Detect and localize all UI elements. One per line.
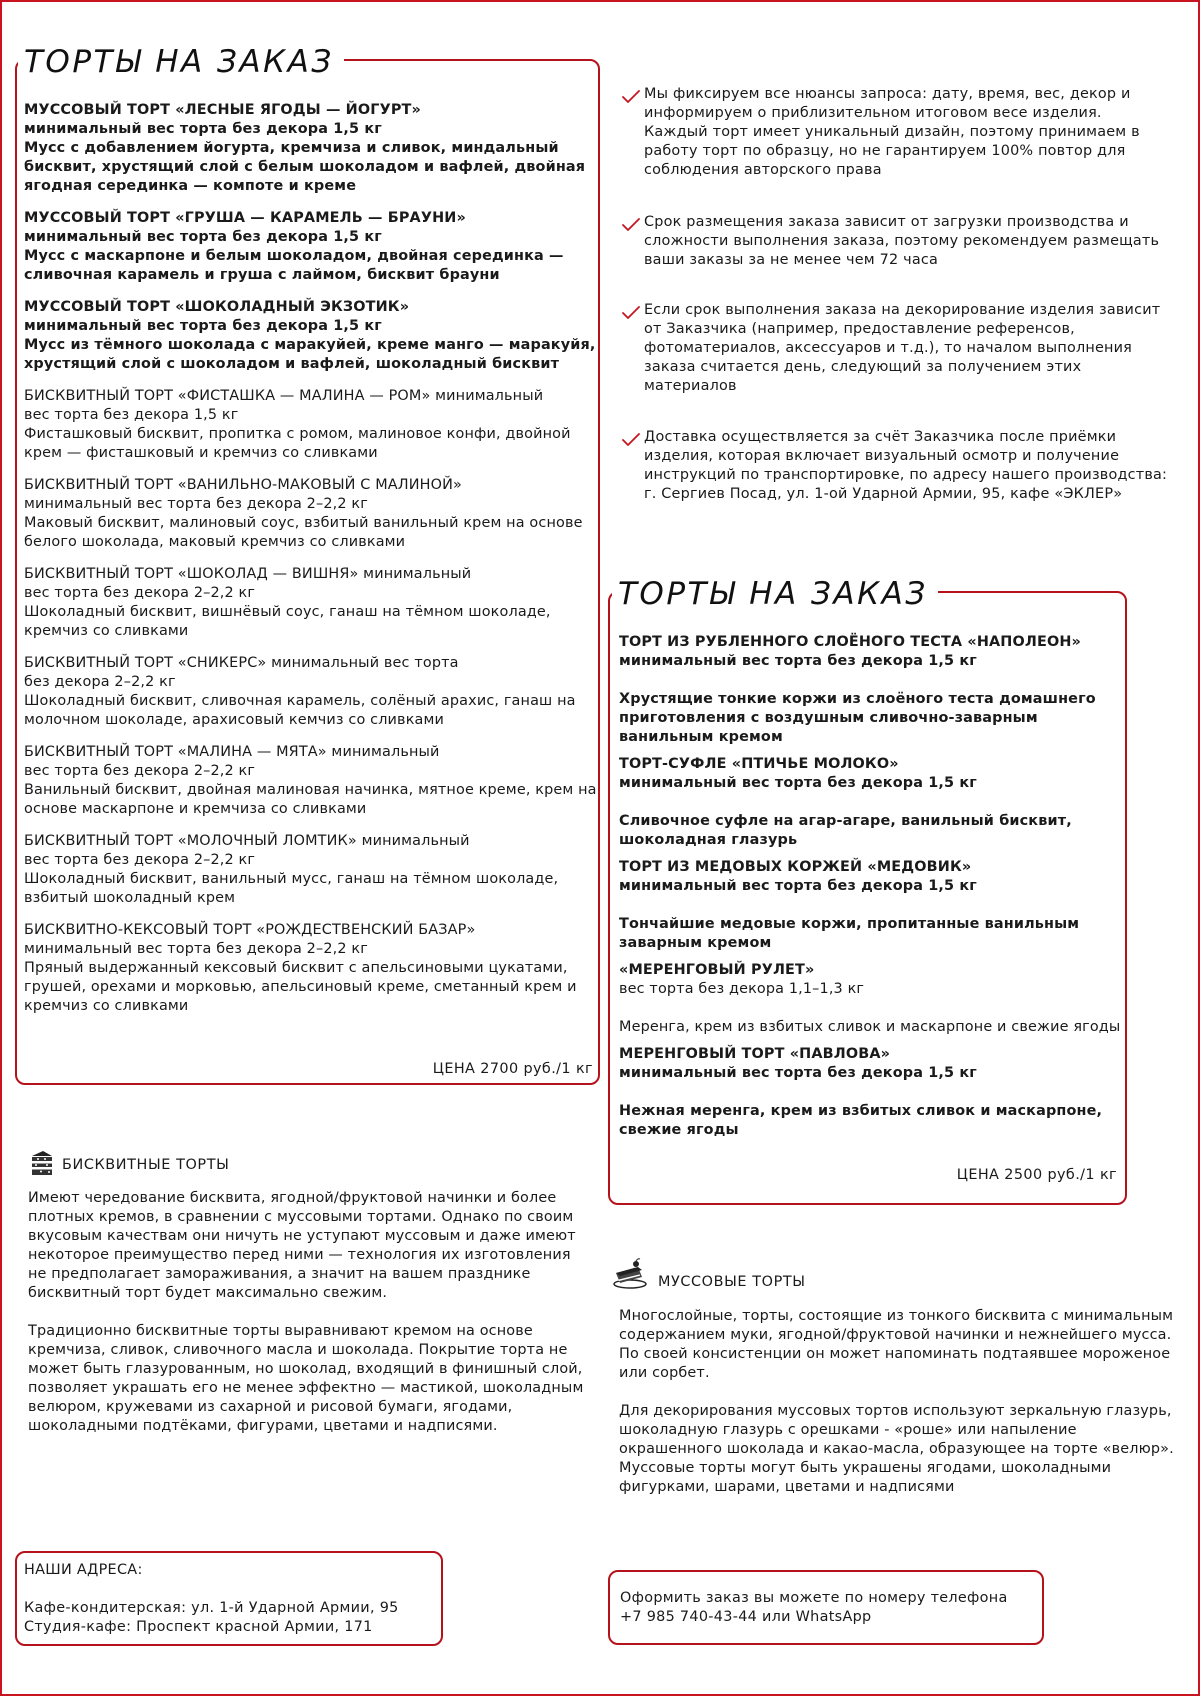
cake-item <box>24 101 599 196</box>
cake-name: ТОРТ ИЗ МЕДОВЫХ КОРЖЕЙ «МЕДОВИК» <box>619 859 972 875</box>
cake-name: МУССОВЫЙ ТОРТ «ЛЕСНЫЕ ЯГОДЫ — ЙОГУРТ» <box>24 102 421 118</box>
cake-name: БИСКВИТНЫЙ ТОРТ «ШОКОЛАД — ВИШНЯ» минимальный <box>24 566 472 582</box>
cake-name: ТОРТ-СУФЛЕ «ПТИЧЬЕ МОЛОКО» <box>619 756 899 772</box>
cake-weight: минимальный вес торта без декора 1,5 кг <box>24 229 382 245</box>
cake-item <box>24 476 599 552</box>
cake-item <box>24 565 599 641</box>
cake-description: Фисташковый бисквит, пропитка с ромом, малиновое конфи, двойной крем — фисташковый и кремчиз со сливками <box>24 426 571 461</box>
order-contact <box>620 1589 1008 1627</box>
cake-description: Мусс с добавлением йогурта, кремчиза и сливок, миндальный бисквит, хрустящий слой с белым шоколадом и вафлей, двойная ягодная серединка — компоте и креме <box>24 140 586 194</box>
cake-item <box>24 743 599 819</box>
cake-description: Хрустящие тонкие коржи из слоёного теста домашнего приготовления с воздушным сливочно-заварным ванильным кремом <box>619 691 1096 745</box>
checkmark-icon <box>622 433 640 447</box>
cake-name: БИСКВИТНЫЙ ТОРТ «МОЛОЧНЫЙ ЛОМТИК» минимальный <box>24 833 470 849</box>
cake-name: ТОРТ ИЗ РУБЛЕННОГО СЛОЁНОГО ТЕСТА «НАПОЛЕОН» <box>619 634 1081 650</box>
checkmark-icon <box>622 306 640 320</box>
cake-weight: минимальный вес торта без декора 1,5 кг <box>24 318 382 334</box>
cake-weight: минимальный вес торта без декора 1,5 кг <box>619 775 977 791</box>
cake-item <box>24 654 599 730</box>
biscuit-heading: БИСКВИТНЫЕ ТОРТЫ <box>62 1157 230 1173</box>
mousse-description <box>619 1307 1184 1516</box>
order-note: Если срок выполнения заказа на декорирование изделия зависит от Заказчика (например, предоставление референсов, фотоматериалов, аксессуаров и т.д.), то началом выполнения заказа считается день, следующий за получением этих материалов <box>644 302 1161 394</box>
cake-weight: вес торта без декора 2–2,2 кг <box>24 852 256 868</box>
cake-weight: вес торта без декора 1,5 кг <box>24 407 239 423</box>
cake-description: Шоколадный бисквит, ванильный мусс, ганаш на тёмном шоколаде, взбитый шоколадный крем <box>24 871 559 906</box>
cake-slice-icon <box>29 1148 55 1178</box>
cake-item <box>24 921 599 1016</box>
cake-description: Шоколадный бисквит, вишнёвый соус, ганаш на тёмном шоколаде, кремчиз со сливками <box>24 604 551 639</box>
cake-name: БИСКВИТНЫЙ ТОРТ «ВАНИЛЬНО-МАКОВЫЙ С МАЛИНОЙ» <box>24 477 462 493</box>
order-note: Срок размещения заказа зависит от загрузки производства и сложности выполнения заказа, поэтому рекомендуем размещать ваши заказы за не менее чем 72 часа <box>644 214 1160 268</box>
mousse-paragraph-2: Для декорирования муссовых тортов используют зеркальную глазурь, шоколадную глазурь с орешками - «роше» или напыление окрашенного шоколада и какао-масла, образующее на торте «велюр». Муссовые торты могут быть украшены ягодами, шоколадными фигурками, шарами, цветами и надписями <box>619 1403 1174 1495</box>
cake-description: Пряный выдержанный кексовый бисквит с апельсиновыми цукатами, грушей, орехами и морковью, апельсиновый креме, сметанный крем и кремчиз со сливками <box>24 960 577 1014</box>
order-contact-text: Оформить заказ вы можете по номеру телефона <box>620 1590 1008 1606</box>
cake-weight: минимальный вес торта без декора 1,5 кг <box>619 878 977 894</box>
cake-weight: вес торта без декора 2–2,2 кг <box>24 585 256 601</box>
address-studio: Студия-кафе: Проспект красной Армии, 171 <box>24 1619 373 1635</box>
addresses <box>24 1561 399 1637</box>
cake-weight: вес торта без декора 1,1–1,3 кг <box>619 981 865 997</box>
left-cake-list <box>24 101 599 1029</box>
biscuit-paragraph-2: Традиционно бисквитные торты выравнивают кремом на основе кремчиза, сливок, сливочного масла и шоколада. Покрытие торта не может быть глазурованным, но шоколад, входящий в финишный слой, позволяет украшать его не менее эффектно — мастикой, шоколадным велюром, кружевами из сахарной и рисовой бумаги, ягодами, шоколадными подтёками, фигурами, цветами и надписями. <box>28 1323 584 1434</box>
mousse-cake-icon <box>612 1257 648 1293</box>
cake-item <box>24 387 599 463</box>
cake-item <box>619 1045 1129 1140</box>
order-phone-link[interactable]: +7 985 740-43-44 или WhatsApp <box>620 1609 872 1625</box>
cake-item <box>24 209 599 285</box>
left-box-title: ТОРТЫ НА ЗАКАЗ <box>18 42 344 82</box>
cake-item <box>619 961 1129 1037</box>
cake-weight: минимальный вес торта без декора 2–2,2 кг <box>24 496 368 512</box>
order-note: Мы фиксируем все нюансы запроса: дату, время, вес, декор и информируем о приблизительном итоговом весе изделия. Каждый торт имеет уникальный дизайн, поэтому принимаем в работу торт по образцу, но не гарантируем 100% повтор для соблюдения авторского права <box>644 86 1140 178</box>
addresses-heading: НАШИ АДРЕСА: <box>24 1562 143 1578</box>
cake-description: Сливочное суфле на агар-агаре, ванильный бисквит, шоколадная глазурь <box>619 813 1072 848</box>
cake-name: МЕРЕНГОВЫЙ ТОРТ «ПАВЛОВА» <box>619 1046 891 1062</box>
cake-item <box>24 298 599 374</box>
cake-weight: минимальный вес торта без декора 1,5 кг <box>24 121 382 137</box>
cake-weight: минимальный вес торта без декора 1,5 кг <box>619 653 977 669</box>
address-cafe: Кафе-кондитерская: ул. 1-й Ударной Армии, 95 <box>24 1600 399 1616</box>
cake-description: Тончайшие медовые коржи, пропитанные ванильным заварным кремом <box>619 916 1080 951</box>
cake-weight: без декора 2–2,2 кг <box>24 674 176 690</box>
cake-weight: минимальный вес торта без декора 2–2,2 кг <box>24 941 368 957</box>
cake-description: Нежная меренга, крем из взбитых сливок и маскарпоне, свежие ягоды <box>619 1103 1103 1138</box>
cake-item <box>24 832 599 908</box>
mousse-paragraph-1: Многослойные, торты, состоящие из тонкого бисквита с минимальным содержанием муки, ягодной/фруктовой начинки и нежнейшего мусса. По своей консистенции он может напоминать подтаявшее мороженое или сорбет. <box>619 1308 1174 1381</box>
right-cake-list <box>619 633 1129 1148</box>
cake-item <box>619 858 1129 953</box>
cake-description: Ванильный бисквит, двойная малиновая начинка, мятное креме, крем на основе маскарпоне и кремчиза со сливками <box>24 782 597 817</box>
cake-weight: вес торта без декора 2–2,2 кг <box>24 763 256 779</box>
cake-description: Мусс с маскарпоне и белым шоколадом, двойная серединка — сливочная карамель и груша с лаймом, бисквит брауни <box>24 248 564 283</box>
cake-name: БИСКВИТНЫЙ ТОРТ «МАЛИНА — МЯТА» минимальный <box>24 744 440 760</box>
cake-description: Мусс из тёмного шоколада с маракуйей, креме манго — маракуйя, хрустящий слой с шоколадом и вафлей, шоколадный бисквит <box>24 337 596 372</box>
checkmark-icon <box>622 218 640 232</box>
cake-name: «МЕРЕНГОВЫЙ РУЛЕТ» <box>619 962 815 978</box>
right-box-title: ТОРТЫ НА ЗАКАЗ <box>612 574 938 614</box>
cake-weight: минимальный вес торта без декора 1,5 кг <box>619 1065 977 1081</box>
cake-description: Шоколадный бисквит, сливочная карамель, солёный арахис, ганаш на молочном шоколаде, арахисовый кемчиз со сливками <box>24 693 576 728</box>
cake-name: БИСКВИТНО-КЕКСОВЫЙ ТОРТ «РОЖДЕСТВЕНСКИЙ БАЗАР» <box>24 922 476 938</box>
cake-description: Маковый бисквит, малиновый соус, взбитый ванильный крем на основе белого шоколада, маковый кремчиз со сливками <box>24 515 583 550</box>
checkmark-icon <box>622 90 640 104</box>
cake-name: МУССОВЫЙ ТОРТ «ГРУША — КАРАМЕЛЬ — БРАУНИ» <box>24 210 466 226</box>
cake-item <box>619 633 1129 747</box>
cake-item <box>619 755 1129 850</box>
cake-description: Меренга, крем из взбитых сливок и маскарпоне и свежие ягоды <box>619 1019 1121 1035</box>
right-price: ЦЕНА 2500 руб./1 кг <box>956 1167 1117 1183</box>
cake-name: МУССОВЫЙ ТОРТ «ШОКОЛАДНЫЙ ЭКЗОТИК» <box>24 299 410 315</box>
biscuit-description <box>28 1189 593 1455</box>
cake-name: БИСКВИТНЫЙ ТОРТ «ФИСТАШКА — МАЛИНА — РОМ» минимальный <box>24 388 544 404</box>
order-note: Доставка осуществляется за счёт Заказчика после приёмки изделия, которая включает визуальный осмотр и получение инструкций по транспортировке, по адресу нашего производства: г. Сергиев Посад, ул. 1-ой Ударной Армии, 95, кафе «ЭКЛЕР» <box>644 429 1168 502</box>
biscuit-paragraph-1: Имеют чередование бисквита, ягодной/фруктовой начинки и более плотных кремов, в сравнении с муссовыми тортами. Однако по своим вкусовым качествам они ничуть не уступают муссовым и даже имеют некоторое преимущество перед ними — технология их изготовления не предполагает замораживания, а значит на вашем празднике бисквитный торт будет максимально свежим. <box>28 1190 576 1301</box>
mousse-heading: МУССОВЫЕ ТОРТЫ <box>658 1274 806 1290</box>
left-price: ЦЕНА 2700 руб./1 кг <box>432 1061 593 1077</box>
cake-name: БИСКВИТНЫЙ ТОРТ «СНИКЕРС» минимальный вес торта <box>24 655 459 671</box>
